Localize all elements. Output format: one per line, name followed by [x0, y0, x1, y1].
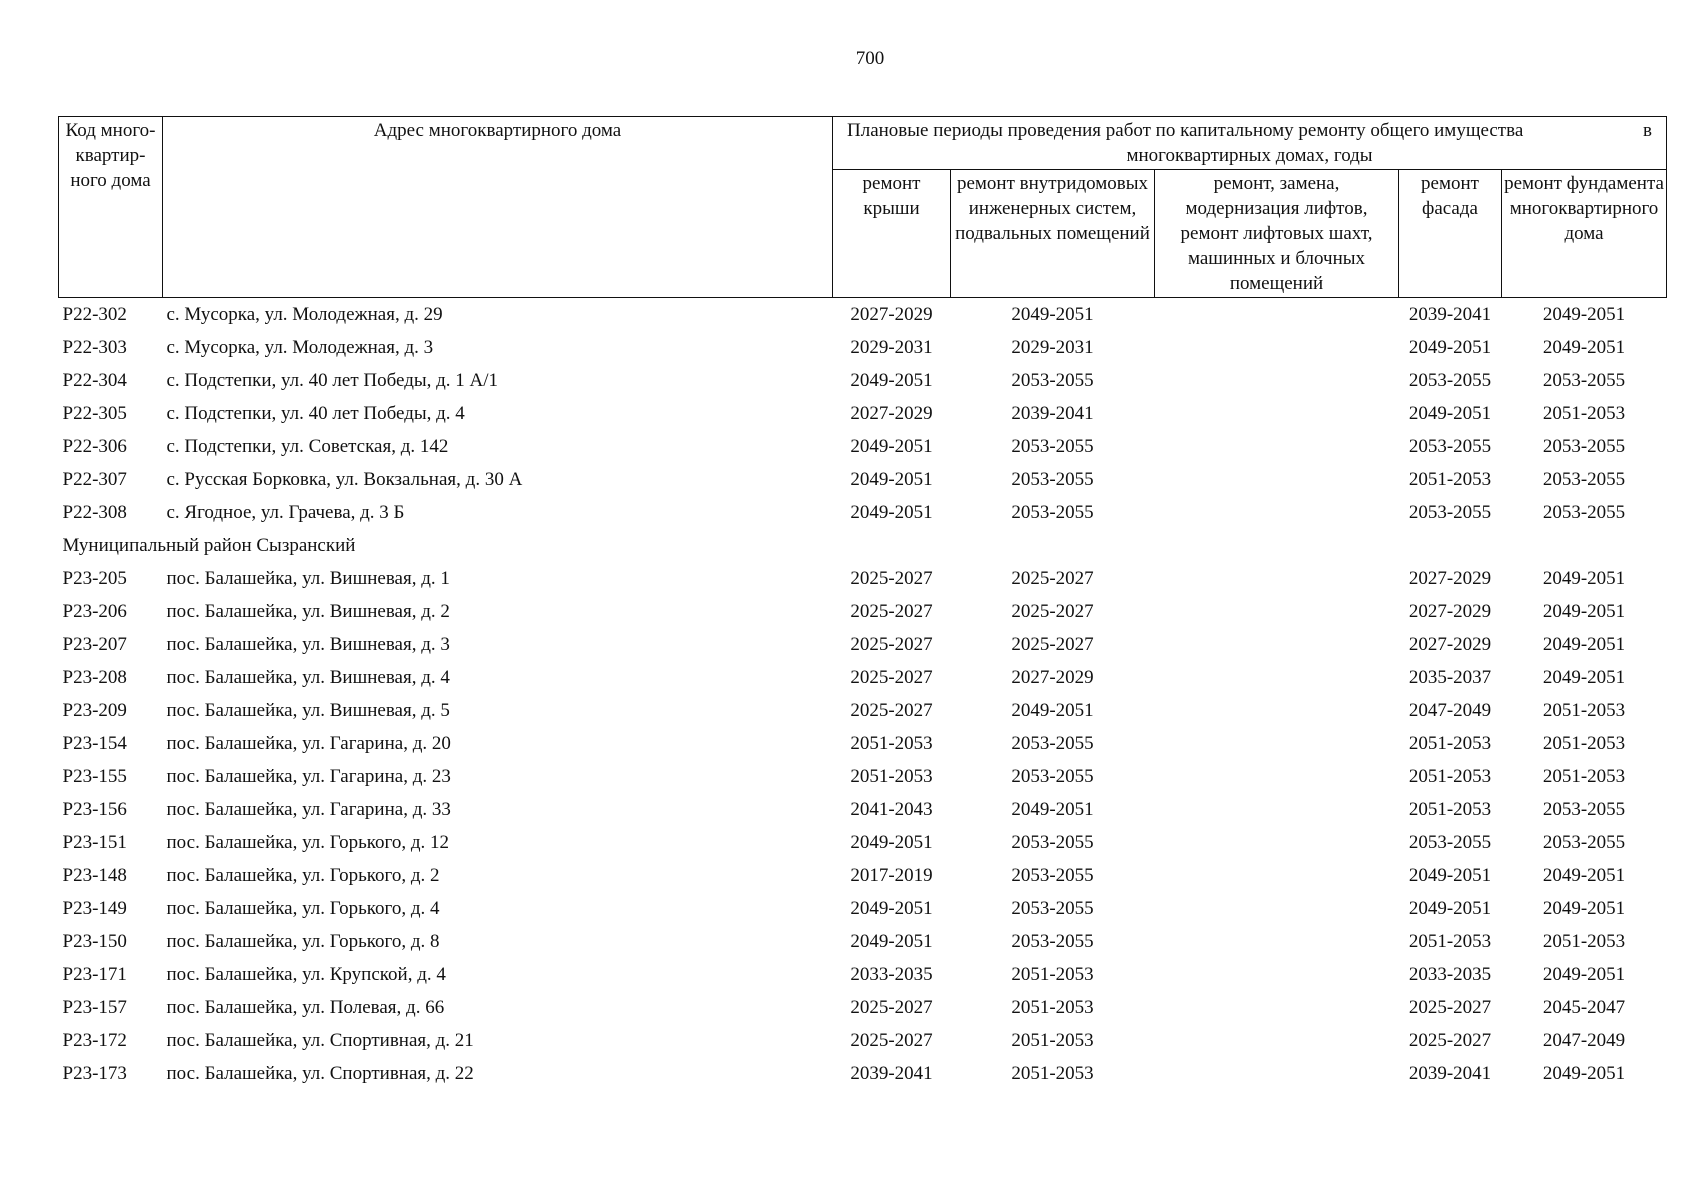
cell-roof: 2033-2035	[850, 964, 933, 985]
cell-roof: 2017-2019	[850, 865, 933, 886]
cell-code: Р23-149	[62, 898, 127, 919]
cell-address: пос. Балашейка, ул. Крупской, д. 4	[166, 964, 446, 985]
header-foundation: ремонт фундамента многоквартирного дома	[1502, 170, 1667, 298]
cell-address: пос. Балашейка, ул. Полевая, д. 66	[166, 997, 445, 1018]
cell-foundation: 2051-2053	[1542, 700, 1626, 721]
cell-foundation: 2051-2053	[1542, 733, 1626, 754]
cell-address: с. Подстепки, ул. Советская, д. 142	[166, 436, 449, 457]
cell-roof: 2051-2053	[850, 766, 933, 787]
table-row	[59, 694, 1667, 727]
repair-schedule-table	[58, 116, 1667, 1090]
cell-address: пос. Балашейка, ул. Спортивная, д. 21	[166, 1030, 474, 1051]
cell-engineering: 2029-2031	[1011, 337, 1094, 358]
table-row	[59, 430, 1667, 463]
cell-engineering: 2053-2055	[1011, 766, 1094, 787]
cell-lifts	[1155, 793, 1399, 826]
cell-foundation: 2049-2051	[1542, 1063, 1626, 1084]
cell-code: Р22-303	[62, 337, 127, 358]
cell-lifts	[1155, 826, 1399, 859]
cell-foundation: 2051-2053	[1542, 766, 1626, 787]
cell-address: пос. Балашейка, ул. Горького, д. 2	[166, 865, 440, 886]
table-row	[59, 958, 1667, 991]
table-row	[59, 859, 1667, 892]
cell-address: пос. Балашейка, ул. Горького, д. 8	[166, 931, 440, 952]
cell-lifts	[1155, 364, 1399, 397]
cell-code: Р23-171	[62, 964, 127, 985]
cell-lifts	[1155, 958, 1399, 991]
header-periods-main: Плановые периоды проведения работ по капитальному ремонту общего имущества	[847, 120, 1524, 141]
table-row	[59, 991, 1667, 1024]
cell-code: Р22-302	[62, 304, 127, 325]
table-header	[59, 117, 1667, 298]
page-number: 700	[855, 48, 885, 69]
cell-roof: 2039-2041	[850, 1063, 933, 1084]
cell-engineering: 2051-2053	[1011, 1063, 1094, 1084]
table-row	[59, 562, 1667, 595]
cell-engineering: 2051-2053	[1011, 1030, 1094, 1051]
cell-foundation: 2053-2055	[1542, 832, 1626, 853]
cell-facade: 2051-2053	[1408, 733, 1492, 754]
cell-facade: 2049-2051	[1408, 898, 1492, 919]
cell-lifts	[1155, 661, 1399, 694]
cell-code: Р22-306	[62, 436, 127, 457]
cell-roof: 2025-2027	[850, 997, 933, 1018]
cell-address: пос. Балашейка, ул. Вишневая, д. 4	[166, 667, 450, 688]
cell-address: пос. Балашейка, ул. Гагарина, д. 23	[166, 766, 451, 787]
cell-facade: 2051-2053	[1408, 799, 1492, 820]
cell-facade: 2049-2051	[1408, 403, 1492, 424]
cell-facade: 2049-2051	[1408, 865, 1492, 886]
cell-address: пос. Балашейка, ул. Вишневая, д. 2	[166, 601, 450, 622]
table-row	[59, 793, 1667, 826]
cell-address: пос. Балашейка, ул. Вишневая, д. 5	[166, 700, 450, 721]
cell-lifts	[1155, 298, 1399, 332]
cell-code: Р23-151	[62, 832, 127, 853]
table-row	[59, 397, 1667, 430]
cell-facade: 2047-2049	[1408, 700, 1492, 721]
cell-roof: 2027-2029	[850, 304, 933, 325]
cell-roof: 2049-2051	[850, 436, 933, 457]
cell-lifts	[1155, 991, 1399, 1024]
table-row	[59, 826, 1667, 859]
cell-facade: 2051-2053	[1408, 766, 1492, 787]
cell-facade: 2053-2055	[1408, 832, 1492, 853]
cell-foundation: 2049-2051	[1542, 568, 1626, 589]
cell-address: пос. Балашейка, ул. Гагарина, д. 20	[166, 733, 451, 754]
cell-code: Р23-157	[62, 997, 127, 1018]
table-row	[59, 463, 1667, 496]
cell-foundation: 2051-2053	[1542, 403, 1626, 424]
cell-facade: 2053-2055	[1408, 436, 1492, 457]
table-row	[59, 595, 1667, 628]
cell-facade: 2035-2037	[1408, 667, 1492, 688]
cell-code: Р23-154	[62, 733, 127, 754]
cell-address: пос. Балашейка, ул. Горького, д. 12	[166, 832, 449, 853]
table-row	[59, 661, 1667, 694]
cell-roof: 2025-2027	[850, 634, 933, 655]
cell-engineering: 2053-2055	[1011, 931, 1094, 952]
header-address: Адрес многоквартирного дома	[163, 117, 833, 298]
cell-roof: 2025-2027	[850, 568, 933, 589]
cell-roof: 2049-2051	[850, 469, 933, 490]
table-row	[59, 364, 1667, 397]
cell-lifts	[1155, 595, 1399, 628]
cell-engineering: 2053-2055	[1011, 469, 1094, 490]
table-row	[59, 331, 1667, 364]
header-periods-tail: многоквартирных домах, годы	[1126, 145, 1373, 166]
cell-roof: 2049-2051	[850, 370, 933, 391]
cell-facade: 2025-2027	[1408, 997, 1492, 1018]
cell-code: Р22-308	[62, 502, 127, 523]
cell-roof: 2025-2027	[850, 700, 933, 721]
cell-lifts	[1155, 628, 1399, 661]
table-row	[59, 892, 1667, 925]
header-roof: ремонт крыши	[833, 170, 951, 298]
cell-roof: 2049-2051	[850, 898, 933, 919]
cell-roof: 2051-2053	[850, 733, 933, 754]
cell-foundation: 2049-2051	[1542, 601, 1626, 622]
cell-foundation: 2045-2047	[1542, 997, 1626, 1018]
cell-address: с. Мусорка, ул. Молодежная, д. 29	[166, 304, 443, 325]
cell-engineering: 2049-2051	[1011, 304, 1094, 325]
table-row	[59, 1024, 1667, 1057]
cell-foundation: 2053-2055	[1542, 370, 1626, 391]
cell-facade: 2033-2035	[1408, 964, 1492, 985]
cell-engineering: 2051-2053	[1011, 964, 1094, 985]
cell-code: Р23-207	[62, 634, 127, 655]
cell-engineering: 2025-2027	[1011, 634, 1094, 655]
cell-address: пос. Балашейка, ул. Спортивная, д. 22	[166, 1063, 474, 1084]
cell-lifts	[1155, 430, 1399, 463]
cell-foundation: 2049-2051	[1542, 304, 1626, 325]
cell-code: Р22-304	[62, 370, 127, 391]
cell-engineering: 2053-2055	[1011, 733, 1094, 754]
cell-lifts	[1155, 859, 1399, 892]
cell-code: Р23-150	[62, 931, 127, 952]
cell-engineering: 2025-2027	[1011, 601, 1094, 622]
cell-engineering: 2025-2027	[1011, 568, 1094, 589]
header-periods	[833, 117, 1667, 170]
cell-facade: 2027-2029	[1408, 568, 1492, 589]
cell-engineering: 2049-2051	[1011, 799, 1094, 820]
cell-address: пос. Балашейка, ул. Горького, д. 4	[166, 898, 440, 919]
cell-lifts	[1155, 562, 1399, 595]
cell-roof: 2049-2051	[850, 832, 933, 853]
section-row	[59, 529, 1667, 562]
table-row	[59, 727, 1667, 760]
table-row	[59, 628, 1667, 661]
cell-engineering: 2053-2055	[1011, 898, 1094, 919]
cell-code: Р23-155	[62, 766, 127, 787]
cell-address: с. Ягодное, ул. Грачева, д. 3 Б	[166, 502, 405, 523]
cell-facade: 2027-2029	[1408, 634, 1492, 655]
cell-engineering: 2053-2055	[1011, 370, 1094, 391]
header-engineering: ремонт внутридомовых инженерных систем, подвальных помещений	[951, 170, 1155, 298]
cell-engineering: 2053-2055	[1011, 865, 1094, 886]
cell-code: Р23-148	[62, 865, 127, 886]
cell-code: Р22-307	[62, 469, 127, 490]
header-facade: ремонт фасада	[1399, 170, 1502, 298]
cell-roof: 2049-2051	[850, 502, 933, 523]
cell-roof: 2027-2029	[850, 403, 933, 424]
cell-engineering: 2051-2053	[1011, 997, 1094, 1018]
cell-lifts	[1155, 397, 1399, 430]
cell-foundation: 2049-2051	[1542, 634, 1626, 655]
cell-code: Р23-208	[62, 667, 127, 688]
cell-foundation: 2049-2051	[1542, 898, 1626, 919]
cell-lifts	[1155, 925, 1399, 958]
cell-foundation: 2053-2055	[1542, 799, 1626, 820]
cell-foundation: 2051-2053	[1542, 931, 1626, 952]
cell-facade: 2051-2053	[1408, 469, 1492, 490]
cell-lifts	[1155, 1024, 1399, 1057]
cell-foundation: 2049-2051	[1542, 337, 1626, 358]
cell-address: с. Русская Борковка, ул. Вокзальная, д. 30 А	[166, 469, 523, 490]
cell-address: пос. Балашейка, ул. Вишневая, д. 3	[166, 634, 450, 655]
cell-foundation: 2053-2055	[1542, 469, 1626, 490]
cell-engineering: 2049-2051	[1011, 700, 1094, 721]
cell-lifts	[1155, 1057, 1399, 1090]
cell-roof: 2025-2027	[850, 667, 933, 688]
cell-facade: 2027-2029	[1408, 601, 1492, 622]
cell-lifts	[1155, 463, 1399, 496]
cell-facade: 2039-2041	[1408, 304, 1492, 325]
cell-code: Р23-205	[62, 568, 127, 589]
table-row	[59, 496, 1667, 529]
cell-address: с. Мусорка, ул. Молодежная, д. 3	[166, 337, 434, 358]
table-row	[59, 925, 1667, 958]
cell-code: Р23-209	[62, 700, 127, 721]
table-row	[59, 298, 1667, 332]
cell-foundation: 2049-2051	[1542, 964, 1626, 985]
cell-code: Р23-206	[62, 601, 127, 622]
cell-roof: 2049-2051	[850, 931, 933, 952]
cell-lifts	[1155, 694, 1399, 727]
table-row	[59, 760, 1667, 793]
cell-address: пос. Балашейка, ул. Вишневая, д. 1	[166, 568, 450, 589]
cell-code: Р23-173	[62, 1063, 127, 1084]
cell-engineering: 2039-2041	[1011, 403, 1094, 424]
cell-facade: 2051-2053	[1408, 931, 1492, 952]
cell-lifts	[1155, 331, 1399, 364]
cell-roof: 2041-2043	[850, 799, 933, 820]
cell-roof: 2029-2031	[850, 337, 933, 358]
cell-roof: 2025-2027	[850, 1030, 933, 1051]
cell-address: с. Подстепки, ул. 40 лет Победы, д. 1 А/1	[166, 370, 499, 391]
cell-facade: 2049-2051	[1408, 337, 1492, 358]
cell-engineering: 2053-2055	[1011, 502, 1094, 523]
cell-foundation: 2053-2055	[1542, 502, 1626, 523]
cell-foundation: 2047-2049	[1542, 1030, 1626, 1051]
cell-facade: 2053-2055	[1408, 502, 1492, 523]
cell-address: пос. Балашейка, ул. Гагарина, д. 33	[166, 799, 451, 820]
cell-roof: 2025-2027	[850, 601, 933, 622]
cell-facade: 2039-2041	[1408, 1063, 1492, 1084]
cell-code: Р23-172	[62, 1030, 127, 1051]
cell-engineering: 2053-2055	[1011, 436, 1094, 457]
cell-code: Р23-156	[62, 799, 127, 820]
section-title: Муниципальный район Сызранский	[62, 535, 356, 556]
table-body	[59, 298, 1667, 1091]
cell-lifts	[1155, 892, 1399, 925]
header-code: Код много-квартир-ного дома	[59, 117, 163, 298]
cell-address: с. Подстепки, ул. 40 лет Победы, д. 4	[166, 403, 465, 424]
cell-engineering: 2053-2055	[1011, 832, 1094, 853]
cell-code: Р22-305	[62, 403, 127, 424]
cell-foundation: 2053-2055	[1542, 436, 1626, 457]
cell-facade: 2025-2027	[1408, 1030, 1492, 1051]
cell-foundation: 2049-2051	[1542, 865, 1626, 886]
table-row	[59, 1057, 1667, 1090]
cell-lifts	[1155, 496, 1399, 529]
cell-engineering: 2027-2029	[1011, 667, 1094, 688]
cell-lifts	[1155, 727, 1399, 760]
header-periods-in: в	[1643, 120, 1653, 141]
header-lifts: ремонт, замена, модернизация лифтов, ремонт лифтовых шахт, машинных и блочных помещений	[1155, 170, 1399, 298]
cell-facade: 2053-2055	[1408, 370, 1492, 391]
cell-lifts	[1155, 760, 1399, 793]
cell-foundation: 2049-2051	[1542, 667, 1626, 688]
